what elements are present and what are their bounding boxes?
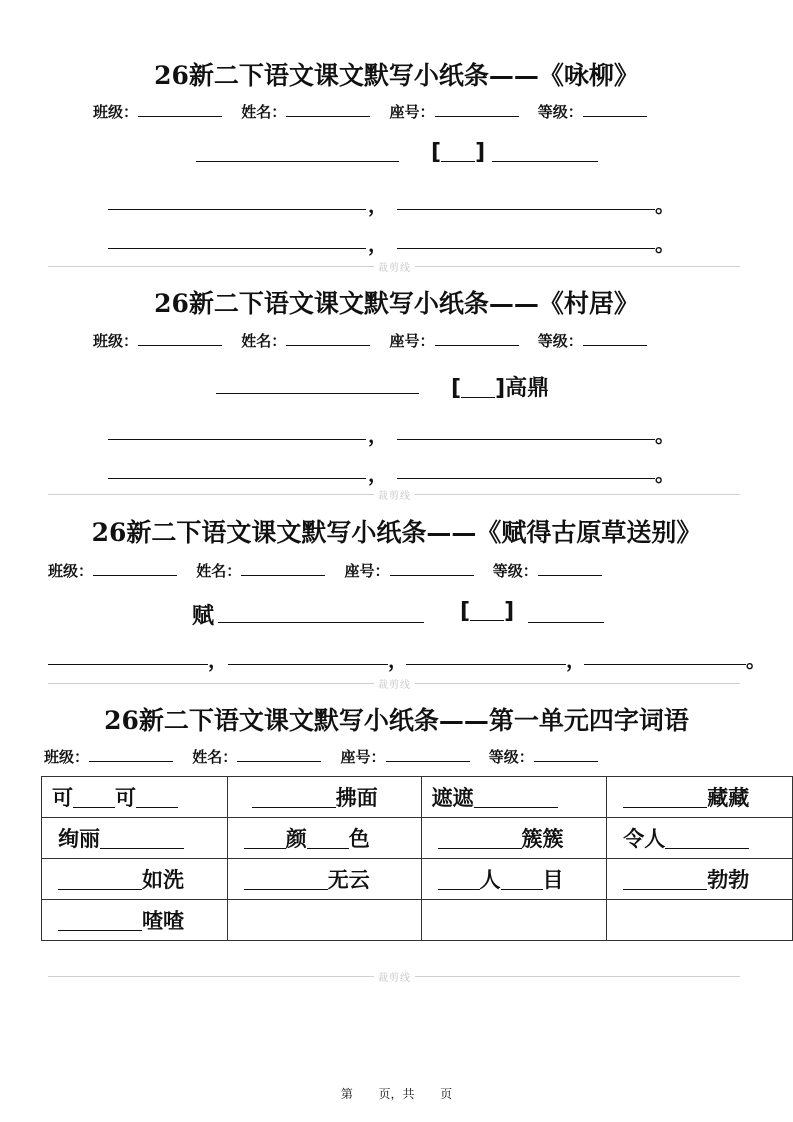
seat-blank[interactable] <box>435 331 519 346</box>
seat-blank[interactable] <box>386 747 470 762</box>
cut-line-label: 裁剪线 <box>374 676 415 691</box>
comma: ， <box>368 462 388 486</box>
grade-label: 等级： <box>537 332 583 350</box>
name-label: 姓名： <box>196 562 242 580</box>
table-cell[interactable]: 颜 色 <box>227 818 421 859</box>
poem-line-blank[interactable] <box>108 478 366 479</box>
section-3-title: 26新二下语文课文默写小纸条——《赋得古原草送别》 <box>91 518 702 547</box>
grade-blank[interactable] <box>534 747 598 762</box>
idiom-table <box>41 776 793 941</box>
grade-blank[interactable] <box>583 331 647 346</box>
seat-blank[interactable] <box>435 102 519 117</box>
comma: ， <box>388 648 408 672</box>
table-row <box>42 818 793 859</box>
table-cell[interactable]: 藏藏 <box>607 777 793 818</box>
table-row <box>42 859 793 900</box>
poem-line-blank[interactable] <box>397 439 655 440</box>
cut-line-label: 裁剪线 <box>374 969 415 984</box>
class-blank[interactable] <box>89 747 173 762</box>
dynasty-bracket: [ ] <box>460 599 515 624</box>
grade-label: 等级： <box>492 562 538 580</box>
name-blank[interactable] <box>286 331 370 346</box>
table-cell[interactable]: 令人 <box>607 818 793 859</box>
period: 。 <box>655 423 675 447</box>
table-cell[interactable] <box>421 900 607 941</box>
seat-label: 座号： <box>340 748 386 766</box>
name-blank[interactable] <box>241 561 325 576</box>
poem-line-blank[interactable] <box>406 664 566 665</box>
poem-title-blank[interactable] <box>216 393 419 394</box>
grade-label: 等级： <box>537 103 583 121</box>
poem-title-blank[interactable] <box>196 161 399 162</box>
table-row <box>42 777 793 818</box>
poem-title-blank[interactable] <box>218 622 424 623</box>
section-1-info-row <box>93 101 661 122</box>
poem-title-prefix: 赋 <box>192 604 215 629</box>
table-cell[interactable]: 勃勃 <box>607 859 793 900</box>
table-cell[interactable]: 如洗 <box>42 859 228 900</box>
table-row <box>42 900 793 941</box>
cut-line-label: 裁剪线 <box>374 487 415 502</box>
poem-line-blank[interactable] <box>108 248 366 249</box>
period: 。 <box>655 232 675 256</box>
class-label: 班级： <box>93 332 139 350</box>
period: 。 <box>746 648 766 672</box>
class-blank[interactable] <box>93 561 177 576</box>
table-cell[interactable]: 无云 <box>227 859 421 900</box>
footer-page-label: 第 <box>340 1087 353 1101</box>
section-3-info-row <box>48 560 616 581</box>
footer-end-label: 页 <box>440 1087 453 1101</box>
comma: ， <box>368 193 388 217</box>
poem-line-blank[interactable] <box>397 478 655 479</box>
seat-label: 座号： <box>389 332 435 350</box>
seat-blank[interactable] <box>390 561 474 576</box>
poem-line-blank[interactable] <box>48 664 208 665</box>
section-1-title: 26新二下语文课文默写小纸条——《咏柳》 <box>154 61 639 90</box>
name-label: 姓名： <box>241 332 287 350</box>
table-cell[interactable]: 绚丽 <box>42 818 228 859</box>
table-cell[interactable]: 人 目 <box>421 859 607 900</box>
class-label: 班级： <box>93 103 139 121</box>
comma: ， <box>208 648 228 672</box>
class-blank[interactable] <box>138 331 222 346</box>
author-blank[interactable] <box>492 161 598 162</box>
page-footer <box>0 1085 793 1102</box>
table-cell[interactable] <box>607 900 793 941</box>
grade-blank[interactable] <box>538 561 602 576</box>
class-label: 班级： <box>44 748 90 766</box>
poem-line-blank[interactable] <box>397 248 655 249</box>
table-cell[interactable]: 可 可 <box>42 777 228 818</box>
name-blank[interactable] <box>286 102 370 117</box>
poem-line-blank[interactable] <box>228 664 388 665</box>
name-label: 姓名： <box>192 748 238 766</box>
poem-line-blank[interactable] <box>584 664 746 665</box>
seat-label: 座号： <box>344 562 390 580</box>
author-name: 高鼎 <box>505 376 550 401</box>
table-cell[interactable]: 簇簇 <box>421 818 607 859</box>
section-2-title: 26新二下语文课文默写小纸条——《村居》 <box>154 289 639 318</box>
table-cell[interactable]: 遮遮 <box>421 777 607 818</box>
section-2-info-row <box>93 330 661 351</box>
grade-blank[interactable] <box>583 102 647 117</box>
comma: ， <box>368 423 388 447</box>
table-cell[interactable] <box>227 900 421 941</box>
author-blank[interactable] <box>528 622 604 623</box>
section-4-title: 26新二下语文课文默写小纸条——第一单元四字词语 <box>104 706 689 735</box>
comma: ， <box>566 648 586 672</box>
grade-label: 等级： <box>488 748 534 766</box>
table-cell[interactable]: 拂面 <box>227 777 421 818</box>
seat-label: 座号： <box>389 103 435 121</box>
period: 。 <box>655 193 675 217</box>
dynasty-bracket: [ ]高鼎 <box>451 376 550 401</box>
poem-line-blank[interactable] <box>108 209 366 210</box>
name-blank[interactable] <box>237 747 321 762</box>
class-label: 班级： <box>48 562 94 580</box>
cut-line-label: 裁剪线 <box>374 259 415 274</box>
poem-line-blank[interactable] <box>108 439 366 440</box>
dynasty-bracket: [ ] <box>431 140 486 165</box>
table-cell[interactable]: 喳喳 <box>42 900 228 941</box>
name-label: 姓名： <box>241 103 287 121</box>
poem-line-blank[interactable] <box>397 209 655 210</box>
comma: ， <box>368 232 388 256</box>
section-4-info-row <box>44 746 612 767</box>
footer-total-label: 页，共 <box>378 1087 415 1101</box>
period: 。 <box>655 462 675 486</box>
class-blank[interactable] <box>138 102 222 117</box>
